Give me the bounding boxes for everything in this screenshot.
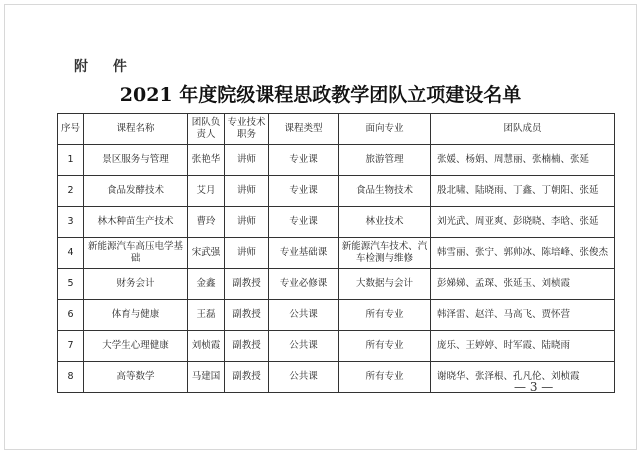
cell-members: 殷北啸、陆晓雨、丁鑫、丁朝阳、张延 [431, 176, 615, 207]
table-row [58, 300, 615, 331]
cell-leader: 金鑫 [188, 269, 225, 300]
cell-title: 副教授 [225, 331, 269, 362]
cell-no: 4 [58, 238, 84, 269]
cell-leader: 艾月 [188, 176, 225, 207]
table-row [58, 269, 615, 300]
cell-leader: 宋武强 [188, 238, 225, 269]
cell-course: 景区服务与管理 [84, 145, 188, 176]
cell-type: 公共课 [269, 362, 339, 393]
attachment-label: 附 件 [74, 59, 137, 75]
cell-members: 张媛、杨娟、周慧丽、张楠楠、张延 [431, 145, 615, 176]
cell-leader: 王磊 [188, 300, 225, 331]
cell-no: 8 [58, 362, 84, 393]
header-major: 面向专业 [339, 114, 431, 145]
cell-type: 专业课 [269, 207, 339, 238]
cell-members: 韩泽雷、赵洋、马高飞、贾怀营 [431, 300, 615, 331]
cell-major: 旅游管理 [339, 145, 431, 176]
cell-course: 高等数学 [84, 362, 188, 393]
cell-no: 3 [58, 207, 84, 238]
cell-members: 刘光武、周亚爽、彭晓晓、李晗、张延 [431, 207, 615, 238]
cell-members: 谢晓华、张泽根、孔凡伦、刘桢霞 [431, 362, 615, 393]
table-row [58, 207, 615, 238]
cell-members: 庞乐、王婷婷、时军霞、陆晓雨 [431, 331, 615, 362]
cell-title: 副教授 [225, 300, 269, 331]
cell-type: 专业必修课 [269, 269, 339, 300]
table-header-row [58, 114, 615, 145]
cell-major: 新能源汽车技术、汽车检测与维修 [339, 238, 431, 269]
cell-leader: 曹玲 [188, 207, 225, 238]
cell-major: 所有专业 [339, 362, 431, 393]
cell-members: 彭娣娣、孟琛、张延玉、刘桢霞 [431, 269, 615, 300]
cell-course: 新能源汽车高压电学基础 [84, 238, 188, 269]
cell-no: 6 [58, 300, 84, 331]
cell-course: 大学生心理健康 [84, 331, 188, 362]
cell-major: 所有专业 [339, 300, 431, 331]
page-number: — 3 — [514, 380, 554, 394]
cell-no: 7 [58, 331, 84, 362]
document-title: 2021 年度院级课程思政教学团队立项建设名单 [119, 84, 522, 106]
cell-no: 1 [58, 145, 84, 176]
cell-major: 大数据与会计 [339, 269, 431, 300]
cell-type: 专业课 [269, 145, 339, 176]
cell-leader: 刘桢霞 [188, 331, 225, 362]
header-members: 团队成员 [431, 114, 615, 145]
table-row [58, 145, 615, 176]
cell-no: 5 [58, 269, 84, 300]
cell-type: 公共课 [269, 300, 339, 331]
cell-type: 专业基础课 [269, 238, 339, 269]
cell-leader: 马建国 [188, 362, 225, 393]
cell-major: 食品生物技术 [339, 176, 431, 207]
header-leader: 团队负责人 [188, 114, 225, 145]
cell-title: 讲师 [225, 176, 269, 207]
cell-title: 副教授 [225, 269, 269, 300]
cell-major: 林业技术 [339, 207, 431, 238]
table-row [58, 331, 615, 362]
cell-leader: 张艳华 [188, 145, 225, 176]
header-type: 课程类型 [269, 114, 339, 145]
cell-course: 体育与健康 [84, 300, 188, 331]
header-course: 课程名称 [84, 114, 188, 145]
cell-title: 讲师 [225, 145, 269, 176]
cell-title: 副教授 [225, 362, 269, 393]
table-row [58, 176, 615, 207]
team-list-table [57, 113, 615, 393]
cell-type: 专业课 [269, 176, 339, 207]
cell-course: 林木种苗生产技术 [84, 207, 188, 238]
header-title: 专业技术职务 [225, 114, 269, 145]
cell-course: 食品发酵技术 [84, 176, 188, 207]
cell-title: 讲师 [225, 238, 269, 269]
cell-major: 所有专业 [339, 331, 431, 362]
cell-no: 2 [58, 176, 84, 207]
cell-course: 财务会计 [84, 269, 188, 300]
cell-type: 公共课 [269, 331, 339, 362]
header-no: 序号 [58, 114, 84, 145]
cell-members: 韩雪丽、张宁、郭帅冰、陈培峰、张俊杰 [431, 238, 615, 269]
table-row [58, 238, 615, 269]
cell-title: 讲师 [225, 207, 269, 238]
